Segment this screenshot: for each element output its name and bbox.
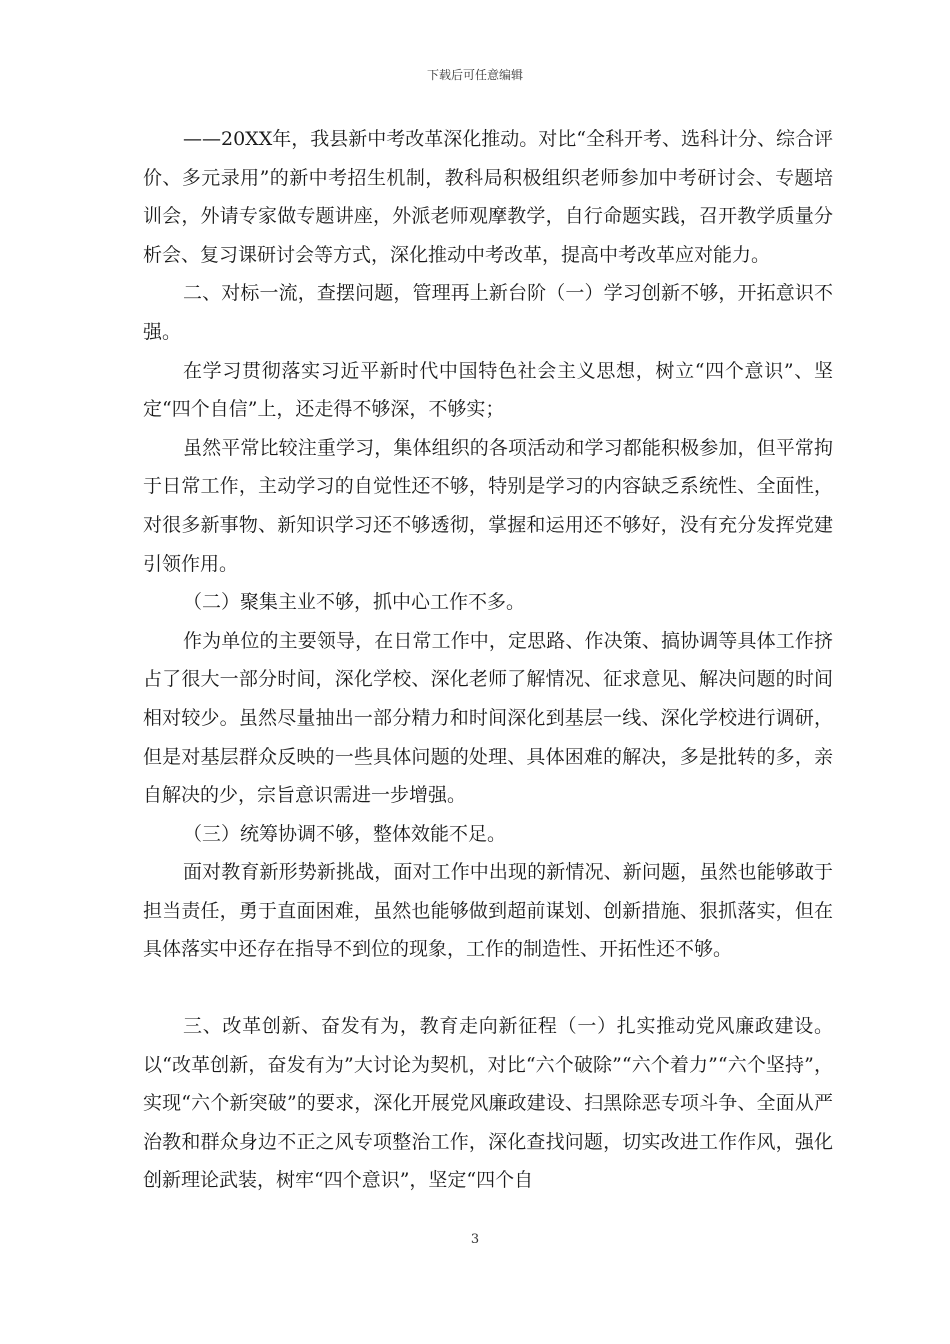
page-number: 3: [470, 1232, 480, 1247]
document-body: [143, 120, 833, 1200]
paragraph-new-challenges: 面对教育新形势新挑战，面对工作中出现的新情况、新问题，虽然也能够敢于担当责任，勇于直面困难，虽然也能够做到超前谋划、创新措施、狠抓落实，但在具体落实中还存在指导不到位的现象，工作的制造性、开拓性还不够。: [143, 861, 833, 961]
paragraph-study-thought: 在学习贯彻落实习近平新时代中国特色社会主义思想，树立“四个意识”、坚定“四个自信”上，还走得不够深，不够实；: [143, 359, 833, 421]
subheading-coordination: （三）统筹协调不够，整体效能不足。: [183, 822, 507, 845]
paragraph-gap: [143, 969, 833, 1007]
paragraph-study-shortcomings: 虽然平常比较注重学习，集体组织的各项活动和学习都能积极参加，但平常拘于日常工作，主动学习的自觉性还不够，特别是学习的内容缺乏系统性、全面性，对很多新事物、新知识学习还不够透彻，掌握和运用还不够好，没有充分发挥党建引领作用。: [143, 436, 833, 575]
section-heading-three: 三、改革创新、奋发有为，教育走向新征程（一）扎实推动党风廉政建设。以“改革创新，奋发有为”大讨论为契机，对比“六个破除”“六个着力”“六个坚持”，实现“六个新突破”的要求，深化开展党风廉政建设、扫黑除恶专项斗争、全面从严治教和群众身边不正之风专项整治工作，深化查找问题，切实改进工作作风，强化创新理论武装，树牢“四个意识”，坚定“四个自: [143, 1015, 833, 1192]
section-heading-two: 二、对标一流，查摆问题，管理再上新台阶（一）学习创新不够，开拓意识不强。: [143, 282, 833, 343]
paragraph-reform-summary: ——20XX年，我县新中考改革深化推动。对比“全科开考、选科计分、综合评价、多元录用”的新中考招生机制，教科局积极组织老师参加中考研讨会、专题培训会，外请专家做专题讲座，外派老师观摩教学，自行命题实践，召开教学质量分析会、复习课研讨会等方式，深化推动中考改革，提高中考改革应对能力。: [143, 128, 833, 266]
subheading-focus-main-business: （二）聚集主业不够，抓中心工作不多。: [183, 591, 526, 614]
paragraph-leadership-time: 作为单位的主要领导，在日常工作中，定思路、作决策、搞协调等具体工作挤占了很大一部分时间，深化学校、深化老师了解情况、征求意见、解决问题的时间相对较少。虽然尽量抽出一部分精力和时间深化到基层一线、深化学校进行调研，但是对基层群众反映的一些具体问题的处理、具体困难的解决，多是批转的多，亲自解决的少，宗旨意识需进一步增强。: [143, 629, 833, 807]
header-note: 下载后可任意编辑: [426, 68, 523, 82]
